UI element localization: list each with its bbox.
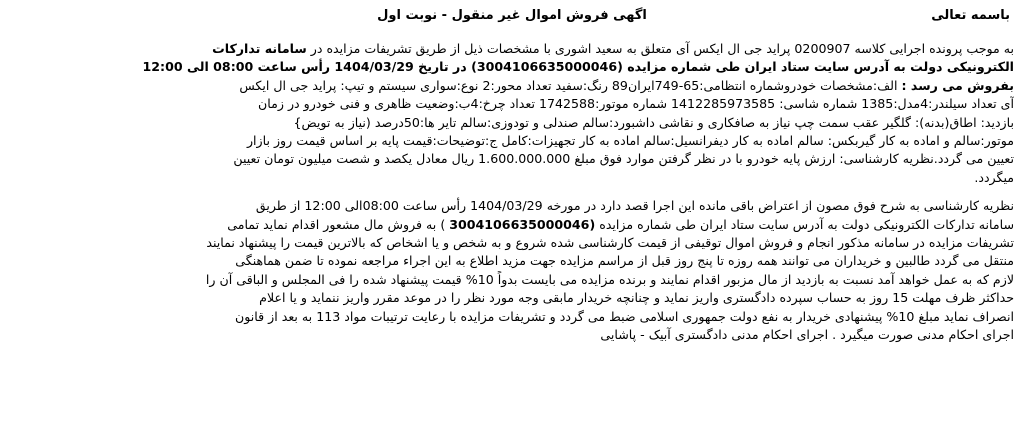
- text-line: [10, 234, 1014, 252]
- auction-terms-paragraph: [10, 197, 1014, 344]
- text-run: به موجب پرونده اجرایی کلاسه 0200907 پراید جی ال ایکس آی متعلق به سعید اشوری با مشخصات ذیل از طریق تشریفات مزایده در: [306, 41, 1014, 56]
- text-run: آی تعداد سیلندر:4مدل:1385 شماره شاسی: 1412285973585 شماره موتور:1742588 تعداد چرخ:4ب:وضعیت ظاهری و فنی خودرو در زمان: [258, 96, 1014, 112]
- text-run: اجرای احکام مدنی صورت میگیرد . اجرای احکام مدنی دادگستری آبیک - پاشایی: [600, 327, 1014, 343]
- text-line: [10, 40, 1014, 58]
- text-line: [10, 308, 1014, 326]
- text-run: نظریه کارشناسی به شرح فوق مصون از اعتراض باقی مانده این اجرا قصد دارد در مورخه 1404/03/29 رأس ساعت 08:00الی 12:00 از طریق: [255, 198, 1014, 214]
- text-run: انصراف نماید مبلغ 10% پیشنهادی خریدار به نفع دولت جمهوری اسلامی ضبط می گردد و تشریفات مزایده با رعایت ترتیبات مواد 113 به بعد از قانون: [235, 308, 1014, 324]
- bold-text-run: الکترونیکی دولت به آدرس سایت ستاد ایران طی شماره مزایده (3004106635000046) در تاریخ 1404/03/29 رأس ساعت 08:00 الی 12:00: [142, 59, 1014, 75]
- notice-title: اگهی فروش اموال غیر منقول - نوبت اول: [377, 8, 647, 23]
- text-line: [10, 132, 1014, 150]
- text-line: [10, 197, 1014, 215]
- text-line: [10, 169, 1014, 187]
- text-run: میگردد.: [974, 169, 1014, 185]
- text-line: [10, 216, 1014, 234]
- text-run: تعیین می گردد.نظریه کارشناسی: ارزش پایه خودرو با در نظر گرفتن موارد فوق مبلغ 1.600.000.000 ریال معادل یکصد و شصت میلیون تومان تعیین: [233, 151, 1014, 167]
- text-line: [10, 150, 1014, 168]
- text-run: الف:مشخصات خودروشماره انتظامی:65-749ایران89 رنگ:سفید تعداد محور:2 نوع:سواری سیستم و تیپ: پراید جی ال ایکس: [239, 77, 902, 93]
- bold-text-run: سامانه تدارکات: [212, 41, 307, 56]
- text-line: [10, 58, 1014, 76]
- text-line: [10, 289, 1014, 307]
- text-line: [10, 114, 1014, 132]
- text-run: منتقل می گردد طالبین و خریداران می توانند همه روزه تا پنج روز قبل از مراسم مزایده جهت مزید اطلاع به این اجراء مراجعه نموده تا ضمن هماهنگی: [235, 253, 1014, 269]
- text-run: ) به فروش مال مشعور اقدام نماید تمامی: [227, 216, 450, 232]
- invocation-text: باسمه تعالی: [931, 8, 1010, 23]
- text-run: حداکثر ظرف مهلت 15 روز به حساب سپرده دادگستری واریز نماید و چنانچه خریدار مابقی وجه مورد نظر را در موعد مقرر واریز ننماید و یا اعلام: [259, 290, 1014, 306]
- text-run: موتور:سالم و اماده به کار گیربکس: سالم اماده به کار دیفرانسیل:سالم اماده به کار تجهیزات:کامل ج:توضیحات:قیمت پایه بر اساس قیمت روز بازار: [246, 133, 1014, 149]
- text-line: [10, 271, 1014, 289]
- bold-text-run: بفروش می رسد :: [901, 77, 1014, 93]
- text-line: [10, 77, 1014, 95]
- text-run: سامانه تدارکات الکترونیکی دولت به آدرس سایت ستاد ایران طی شماره مزایده: [595, 216, 1014, 232]
- text-line: [10, 252, 1014, 270]
- text-run: لازم که به عمل خواهد آمد نسبت به بازدید از مال مزبور اقدام نمایند و برنده مزایده می بایست بدواً 10% قیمت پیشنهاد شده را فی المجلس و الباقی آن را: [205, 271, 1014, 287]
- text-line: [10, 326, 1014, 344]
- vehicle-description-paragraph: [10, 40, 1014, 187]
- text-run: تشریفات مزایده در سامانه مذکور انجام و فروش اموال توقیفی از قیمت کارشناسی شده شروع و به شخص و یا اشخاص که بالاترین قیمت را پیشنهاد نمایند: [206, 235, 1014, 251]
- notice-header: [10, 6, 1014, 28]
- bold-text-run: (3004106635000046: [449, 216, 596, 232]
- text-run: بازدید: اطاق(بدنه): گلگیر عقب سمت چپ نیاز به صافکاری و نقاشی داشبورد:سالم صندلی و تودوزی:سالم تایر ها:50درصد (نیاز به تویض}: [293, 114, 1014, 130]
- text-line: [10, 95, 1014, 113]
